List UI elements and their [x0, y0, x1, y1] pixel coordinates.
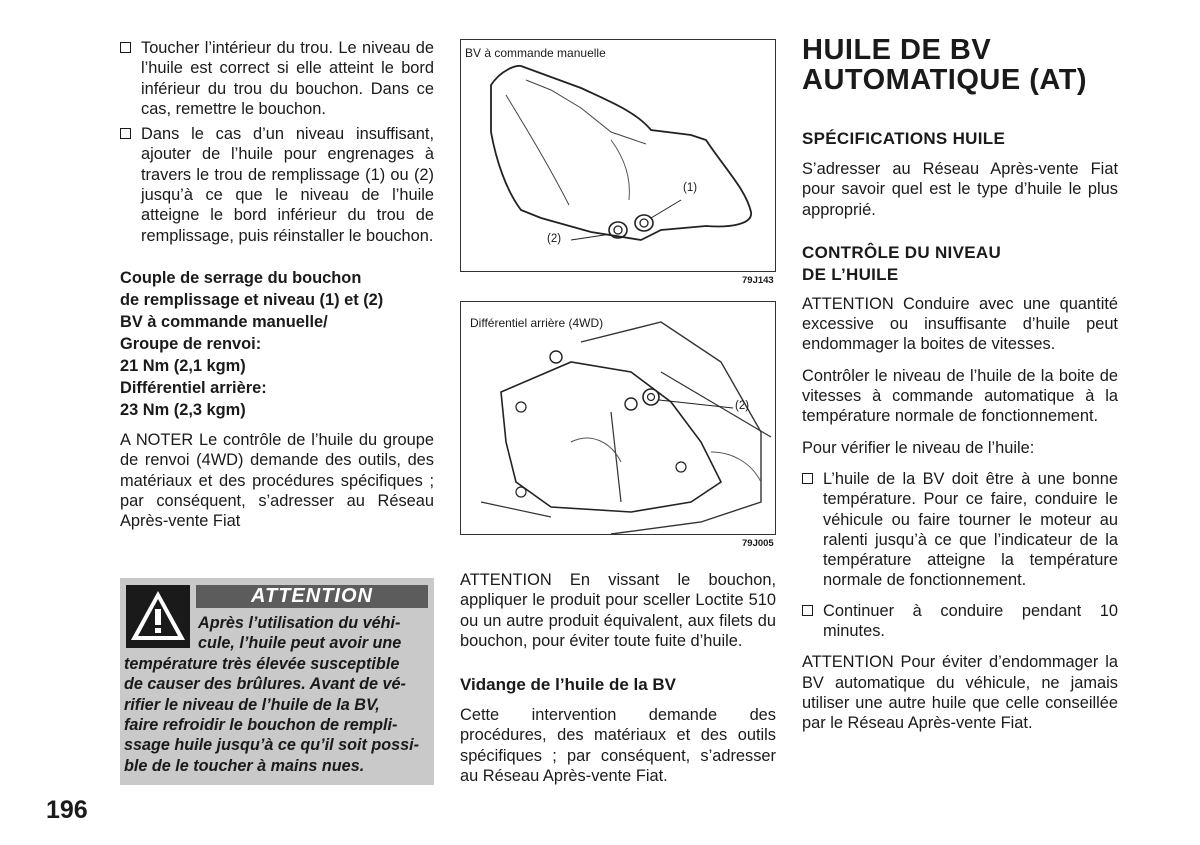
callout-1: (1) — [683, 182, 698, 194]
page-number: 196 — [46, 796, 88, 824]
figure2-code: 79J005 — [742, 538, 774, 549]
attention-title: ATTENTION — [196, 585, 428, 608]
callout-2: (2) — [735, 400, 750, 412]
checkbox-bullet-icon — [802, 605, 813, 616]
callout-2: (2) — [547, 233, 562, 245]
spec-heading: SPÉCIFICATIONS HUILE — [802, 129, 1006, 148]
differential-illustration — [461, 302, 775, 534]
figure1-code: 79J143 — [742, 275, 774, 286]
control-heading-line2: DE L’HUILE — [802, 264, 899, 284]
loctite-attention: ATTENTION En vissant le bouchon, appliquer le produit pour sceller Loctite 510 ou un autre produit équivalent, aux filets du bouchon, pour éviter toute fuite d’huile. — [460, 571, 776, 650]
final-attention: ATTENTION Pour éviter d’endommager la BV automatique du véhicule, ne jamais utiliser une autre huile que celle conseillée par le Réseau Après-vente Fiat. — [802, 653, 1118, 733]
page-title-line2: AUTOMATIQUE (AT) — [802, 64, 1088, 96]
checkbox-bullet-icon — [120, 128, 131, 139]
figure-caption: Différentiel arrière (4WD) — [470, 316, 604, 330]
attention-text: Après l’utilisation du véhi- cule, l’huile peut avoir une température très élevée susceptible de causer des brûlures. Avant de vé- rifier le niveau de l’huile de la BV, faire refroidir le bouchon de rempli- ssage huile jusqu’à ce qu’il soit possi- ble de le toucher à mains nues. — [124, 614, 420, 775]
figure-caption: BV à commande manuelle — [465, 46, 606, 60]
attention-box — [120, 578, 434, 785]
page-title-line1: HUILE DE BV — [802, 34, 992, 66]
bullet-continue-driving: Continuer à conduire pendant 10 minutes. — [802, 601, 1118, 642]
figure-manual-gearbox — [460, 39, 776, 272]
verify-text: Pour vérifier le niveau de l’huile: — [802, 438, 1035, 457]
right-column — [802, 36, 1118, 734]
check-text: Contrôler le niveau de l’huile de la boite de vitesses à commande automatique à la température normale de fonctionnement. — [802, 366, 1118, 426]
note-4wd: A NOTER Le contrôle de l’huile du groupe de renvoi (4WD) demande des outils, des matériaux et des procédures spécifiques ; par conséquent, s’adresser au Réseau Après-vente Fiat — [120, 430, 434, 531]
bullet-temperature: L’huile de la BV doit être à une bonne température. Pour ce faire, conduire le véhicule ou faire tourner le moteur au ralenti jusqu’à ce que l’indicateur de la température atteigne la température normale de fonctionnement. — [802, 469, 1118, 591]
control-heading-line1: CONTRÔLE DU NIVEAU — [802, 242, 1002, 262]
figure-rear-differential — [460, 301, 776, 535]
middle-column-text — [460, 570, 776, 786]
bullet-add-oil: Dans le cas d’un niveau insuffisant, ajouter de l’huile pour engrenages à travers le trou de remplissage (1) ou (2) jusqu’à ce que le niveau de l’huile atteigne le bord inférieur du trou de remplissage, puis réinstaller le bouchon. — [120, 124, 434, 246]
bullet-touch-hole: Toucher l’intérieur du trou. Le niveau de l’huile est correct si elle atteint le bord inférieur du trou du bouchon. Dans ce cas, remettre le bouchon. — [120, 38, 434, 119]
spec-text: S’adresser au Réseau Après-vente Fiat pour savoir quel est le type d’huile le plus approprié. — [802, 160, 1118, 219]
control-attention: ATTENTION Conduire avec une quantité excessive ou insuffisante d’huile peut endommager la boites de vitesses. — [802, 294, 1118, 354]
checkbox-bullet-icon — [120, 42, 131, 53]
torque-spec: Couple de serrage du bouchon de remplissage et niveau (1) et (2) BV à commande manuelle/ Groupe de renvoi: 21 Nm (2,1 kgm) Différentiel arrière: 23 Nm (2,3 kgm) — [120, 268, 384, 419]
left-column — [120, 38, 434, 541]
drain-heading: Vidange de l’huile de la BV — [460, 675, 677, 695]
drain-text: Cette intervention demande des procédures, des matériaux et des outils spécifiques ; par conséquent, s’adresser au Réseau Après-vente Fiat. — [460, 706, 776, 786]
gearbox-illustration — [461, 40, 775, 271]
checkbox-bullet-icon — [802, 473, 813, 484]
